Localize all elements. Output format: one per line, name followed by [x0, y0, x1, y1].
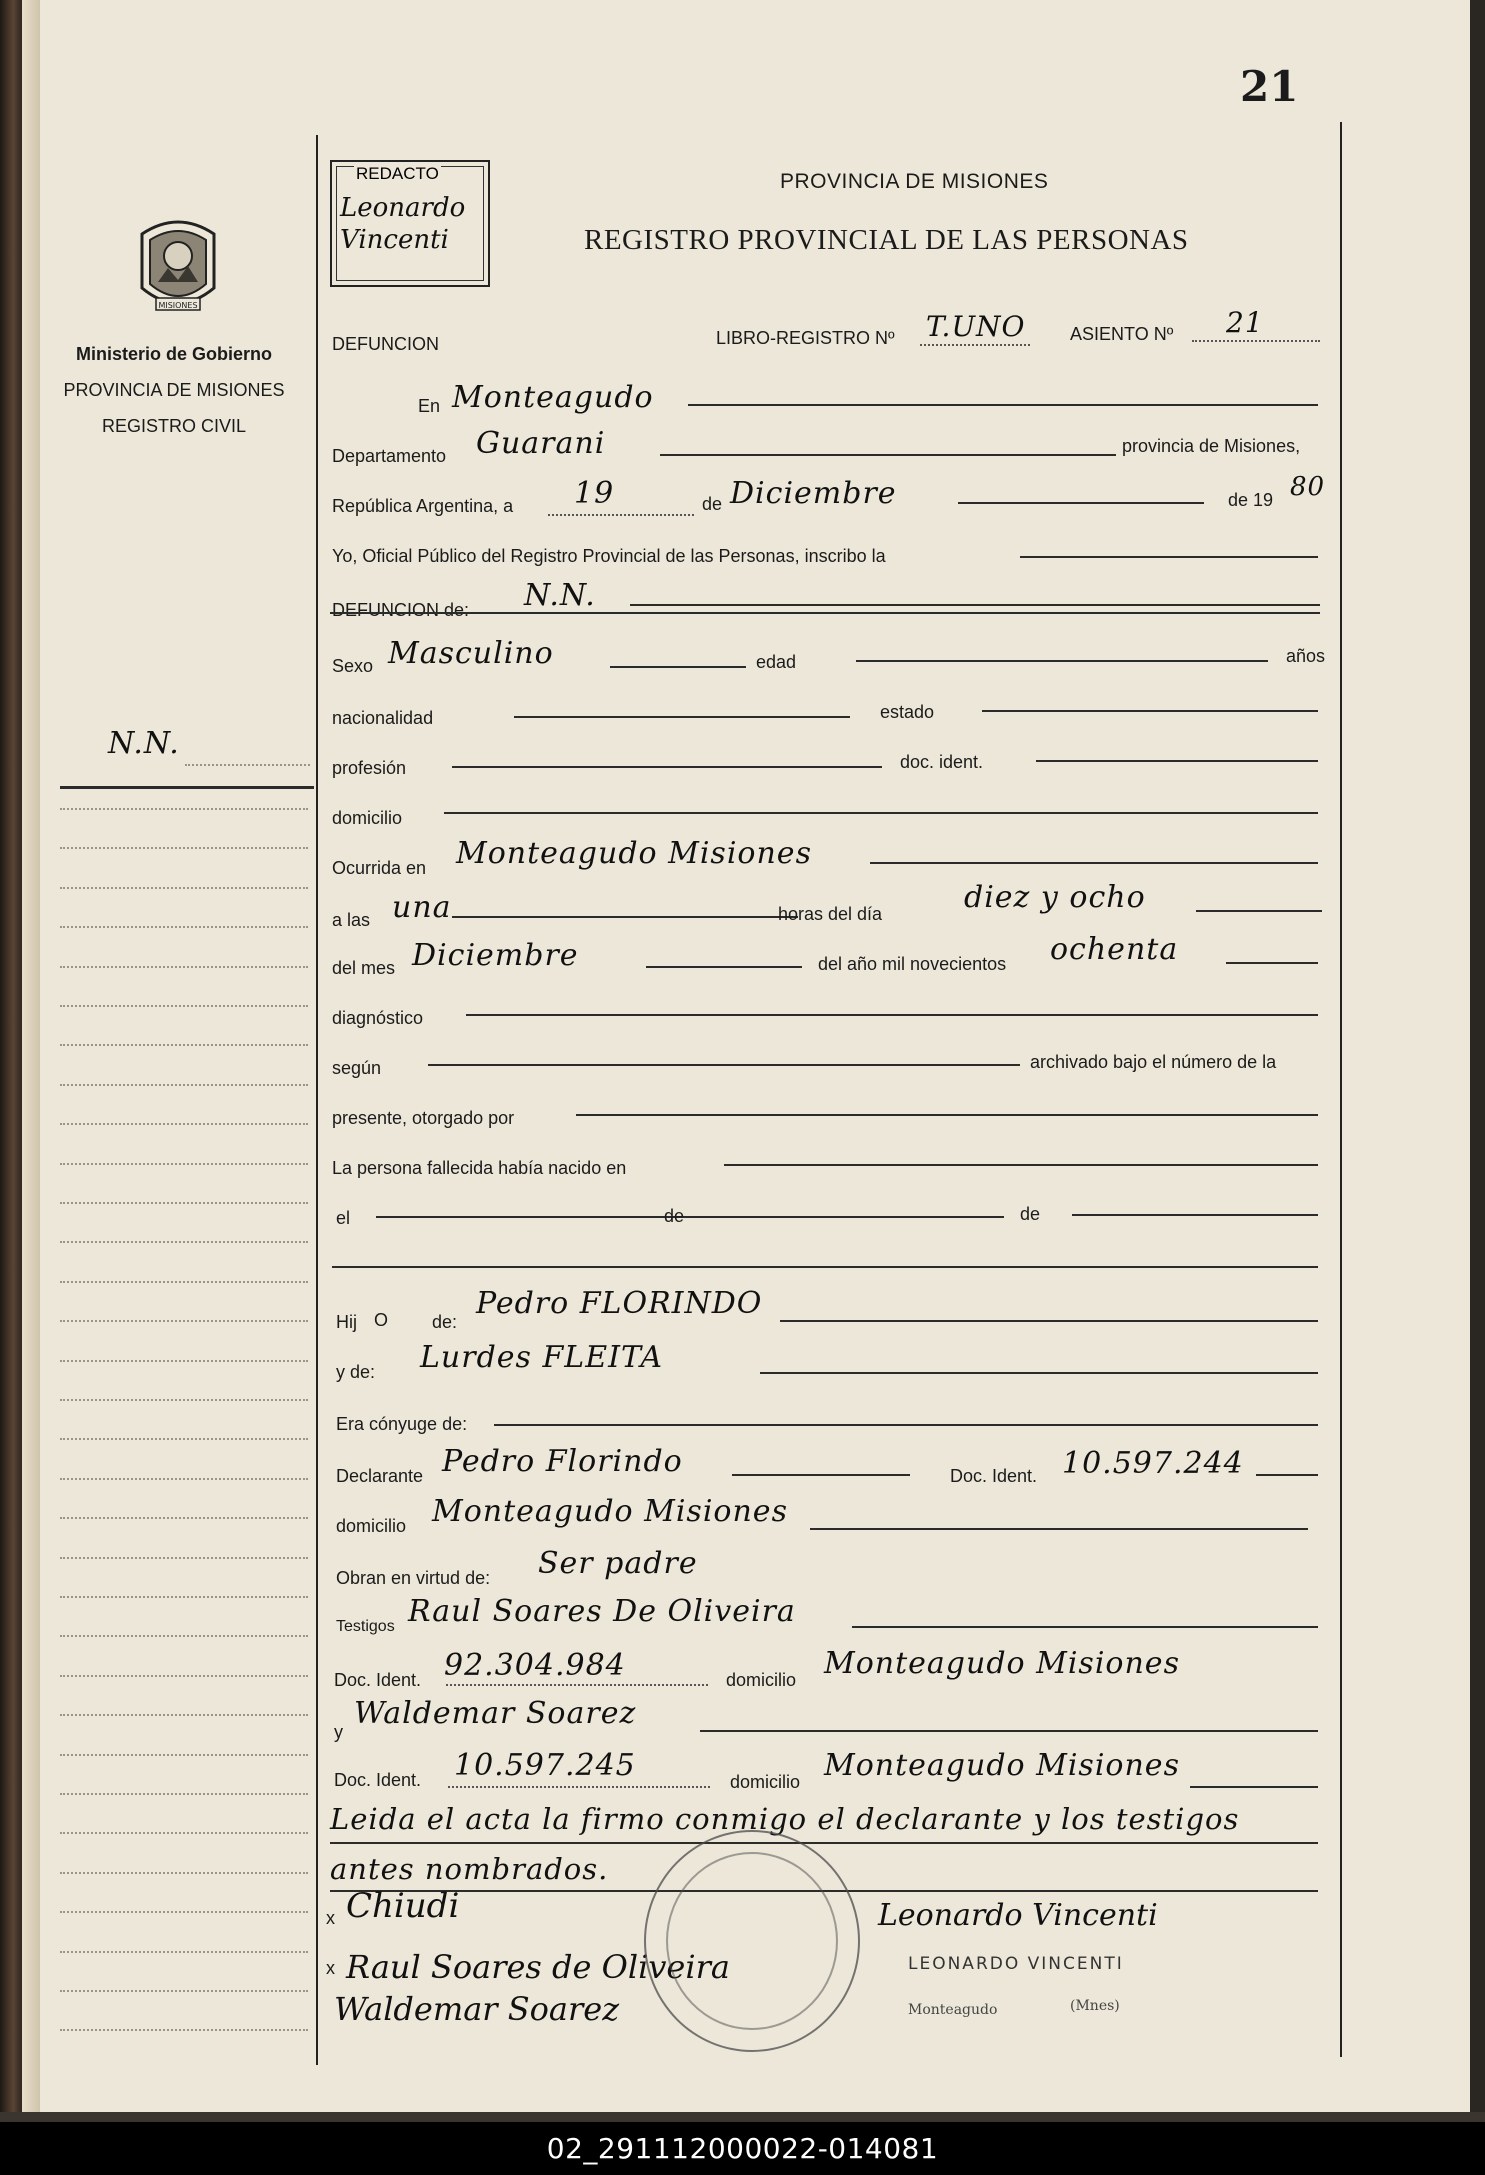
de-label: de	[702, 494, 723, 514]
defuncion-de-line-full	[330, 612, 1320, 614]
testigos-label: Testigos	[336, 1618, 395, 1635]
libro-value: T.UNO	[926, 310, 1026, 343]
testigo1-value: Raul Soares De Oliveira	[408, 1594, 796, 1629]
oficial-text: Yo, Oficial Público del Registro Provincial de las Personas, inscribo la	[332, 546, 886, 566]
horas-value: diez y ocho	[964, 880, 1146, 915]
de2-line	[1072, 1214, 1318, 1216]
anos-label: años	[1286, 646, 1326, 666]
redacto-signature	[340, 192, 465, 256]
margin-ruled-line	[60, 1832, 308, 1834]
doc-ident-label: doc. ident.	[900, 752, 984, 772]
closing-line1-rule	[330, 1842, 1318, 1844]
margin-divider	[60, 786, 314, 789]
margin-note: N.N.	[108, 726, 180, 761]
domicilio-label: domicilio	[332, 808, 403, 828]
a-las-label: a las	[332, 910, 371, 930]
official-stamp-region: (Mnes)	[1070, 1998, 1120, 2014]
ministry-line3: REGISTRO CIVIL	[101, 416, 247, 436]
official-stamp-place: Monteagudo	[908, 2002, 998, 2018]
hijo-suffix: O	[374, 1310, 389, 1330]
margin-ruled-line	[60, 887, 308, 889]
declarante-signature: Chiudi	[346, 1886, 460, 1926]
asiento-dots	[1192, 340, 1320, 342]
en-line	[688, 404, 1318, 406]
hijo-line	[780, 1320, 1318, 1322]
de1-label: de	[664, 1206, 685, 1226]
margin-ruled-line	[60, 1478, 308, 1480]
en-label: En	[418, 396, 441, 416]
provincial-coat-of-arms-icon	[128, 210, 228, 322]
margin-ruled-line	[60, 1675, 308, 1677]
testigo2-value: Waldemar Soarez	[354, 1696, 637, 1731]
margin-ruled-line	[60, 1320, 308, 1322]
registry-title: REGISTRO PROVINCIAL DE LAS PERSONAS	[584, 224, 1189, 256]
asiento-value: 21	[1226, 306, 1264, 339]
province-title: PROVINCIA DE MISIONES	[780, 170, 1049, 193]
redacto-signature-line2: Vincenti	[340, 225, 449, 255]
defuncion-de-line	[630, 604, 1320, 606]
redacto-label: REDACTO	[356, 164, 439, 183]
sign-mark-2: x	[326, 1958, 335, 1978]
provincia-suffix: provincia de Misiones,	[1122, 436, 1301, 456]
margin-ruled-line	[60, 1596, 308, 1598]
del-mes-value: Diciembre	[412, 938, 579, 973]
ministry-line2: PROVINCIA DE MISIONES	[63, 380, 285, 400]
witness2-signature: Waldemar Soarez	[334, 1990, 620, 2028]
mes-value: Diciembre	[730, 476, 897, 511]
hijo-label-b: de:	[432, 1312, 458, 1332]
testigo2-line	[700, 1730, 1318, 1732]
libro-label: LIBRO-REGISTRO Nº	[716, 328, 895, 348]
declarante-doc-label: Doc. Ident.	[950, 1466, 1038, 1486]
estado-label: estado	[880, 702, 935, 722]
testigo2-doc-label: Doc. Ident.	[334, 1770, 422, 1790]
del-anio-label: del año mil novecientos	[818, 954, 1007, 974]
departamento-label: Departamento	[332, 446, 447, 466]
nacido-label: La persona fallecida había nacido en	[332, 1158, 627, 1178]
presente-label: presente, otorgado por	[332, 1108, 515, 1128]
testigo1-doc-label: Doc. Ident.	[334, 1670, 422, 1690]
edad-line	[856, 660, 1268, 662]
dia-dots	[548, 514, 694, 516]
obran-value: Ser padre	[538, 1546, 698, 1581]
testigo2-dom-line	[1190, 1786, 1318, 1788]
sexo-label: Sexo	[332, 656, 374, 676]
margin-ruled-line	[60, 1044, 308, 1046]
ministry-block	[44, 336, 304, 444]
y-label: y	[334, 1722, 343, 1742]
departamento-line	[660, 454, 1116, 456]
right-border-line	[1340, 122, 1342, 2057]
ocurrida-value: Monteagudo Misiones	[456, 836, 812, 871]
margin-ruled-line	[60, 1202, 308, 1204]
declarante-value: Pedro Florindo	[442, 1444, 683, 1479]
official-stamp-name: LEONARDO VINCENTI	[908, 1954, 1124, 1974]
a-las-value: una	[392, 890, 452, 925]
archivado-label: archivado bajo el número de la	[1030, 1052, 1277, 1072]
y-de-label: y de:	[336, 1362, 376, 1382]
del-anio-line	[1226, 962, 1318, 964]
margin-ruled-line	[60, 1635, 308, 1637]
closing-line1: Leida el acta la firmo conmigo el declarante y los testigos	[330, 1802, 1240, 1836]
del-mes-label: del mes	[332, 958, 396, 978]
official-signature: Leonardo Vincenti	[878, 1898, 1158, 1933]
margin-ruled-line	[60, 2029, 308, 2031]
declarante-dom-value: Monteagudo Misiones	[432, 1494, 788, 1529]
testigo2-dom-label: domicilio	[730, 1772, 801, 1792]
page-bottom-shadow	[0, 2112, 1485, 2122]
anio-value: 80	[1290, 472, 1326, 502]
en-value: Monteagudo	[452, 380, 654, 415]
page-number: 21	[1240, 62, 1299, 111]
margin-ruled-line	[60, 1754, 308, 1756]
domicilio-line	[444, 812, 1318, 814]
margin-ruled-line	[60, 1872, 308, 1874]
margin-ruled-line	[60, 926, 308, 928]
margin-ruled-line	[60, 1123, 308, 1125]
defuncion-de-value: N.N.	[524, 578, 596, 613]
oficial-line	[1020, 556, 1318, 558]
nacido-line	[724, 1164, 1318, 1166]
y-de-value: Lurdes FLEITA	[420, 1340, 663, 1375]
redacto-box	[330, 160, 490, 287]
record-page	[40, 0, 1470, 2112]
sexo-line	[610, 666, 746, 668]
binder-edge	[22, 0, 40, 2120]
margin-ruled-line	[60, 1951, 308, 1953]
sexo-value: Masculino	[388, 636, 554, 671]
emblem-text: MISIONES	[158, 301, 198, 310]
segun-line	[428, 1064, 1020, 1066]
republica-label: República Argentina, a	[332, 496, 514, 516]
nacionalidad-label: nacionalidad	[332, 708, 434, 728]
margin-ruled-line	[60, 1360, 308, 1362]
defuncion-de-label: DEFUNCION de:	[332, 600, 470, 620]
profesion-label: profesión	[332, 758, 407, 778]
el-label: el	[336, 1208, 351, 1228]
ocurrida-label: Ocurrida en	[332, 858, 427, 878]
conyuge-line	[494, 1424, 1318, 1426]
obran-label: Obran en virtud de:	[336, 1568, 491, 1588]
profesion-line	[452, 766, 882, 768]
margin-ruled-line	[60, 1557, 308, 1559]
declarante-doc-line	[1256, 1474, 1318, 1476]
testigo2-doc-dots	[448, 1786, 710, 1788]
margin-ruled-line	[60, 1084, 308, 1086]
edad-label: edad	[756, 652, 797, 672]
testigo1-dom-label: domicilio	[726, 1670, 797, 1690]
declarante-doc-value: 10.597.244	[1062, 1446, 1244, 1481]
nacionalidad-line	[514, 716, 850, 718]
sign-mark-1: x	[326, 1908, 335, 1928]
declarante-label: Declarante	[336, 1466, 424, 1486]
witness1-signature: Raul Soares de Oliveira	[346, 1948, 730, 1986]
presente-line	[576, 1114, 1318, 1116]
ministry-line1: Ministerio de Gobierno	[75, 344, 272, 364]
margin-ruled-line	[60, 1281, 308, 1283]
official-seal-inner-ring	[666, 1852, 838, 2030]
mes-line	[958, 502, 1204, 504]
separator-line	[332, 1266, 1318, 1268]
declarante-dom-label: domicilio	[336, 1516, 407, 1536]
horas-label: horas del día	[778, 904, 883, 924]
left-border-line	[316, 135, 318, 2065]
asiento-label: ASIENTO Nº	[1070, 324, 1174, 344]
footer-id: 02_291112000022-014081	[0, 2122, 1485, 2175]
de1-line	[696, 1216, 1004, 1218]
de2-label: de	[1020, 1204, 1041, 1224]
margin-ruled-line	[60, 1241, 308, 1243]
dia-value: 19	[574, 476, 615, 511]
hijo-value: Pedro FLORINDO	[476, 1286, 763, 1321]
departamento-value: Guarani	[476, 426, 606, 461]
margin-ruled-line	[60, 1714, 308, 1716]
testigo2-dom-value: Monteagudo Misiones	[824, 1748, 1180, 1783]
horas-line	[1196, 910, 1322, 912]
estado-line	[982, 710, 1318, 712]
del-anio-value: ochenta	[1050, 932, 1179, 967]
margin-ruled-line	[60, 1005, 308, 1007]
ocurrida-line	[870, 862, 1318, 864]
del-mes-line	[646, 966, 802, 968]
diagnostico-line	[466, 1014, 1318, 1016]
closing-line2: antes nombrados.	[330, 1852, 609, 1886]
margin-note-underline	[185, 764, 310, 766]
declarante-line	[732, 1474, 910, 1476]
testigo1-doc-dots	[446, 1684, 708, 1686]
margin-ruled-line	[60, 1517, 308, 1519]
diagnostico-label: diagnóstico	[332, 1008, 424, 1028]
libro-dots	[920, 344, 1030, 346]
declarante-dom-line	[810, 1528, 1308, 1530]
margin-ruled-line	[60, 966, 308, 968]
testigo1-line	[852, 1626, 1318, 1628]
margin-ruled-line	[60, 1438, 308, 1440]
testigo1-doc-value: 92.304.984	[444, 1648, 626, 1683]
binder-spine	[0, 0, 22, 2120]
redacto-signature-line1: Leonardo	[340, 193, 466, 223]
conyuge-label: Era cónyuge de:	[336, 1414, 468, 1434]
margin-ruled-line	[60, 847, 308, 849]
margin-ruled-line	[60, 808, 308, 810]
margin-ruled-line	[60, 1793, 308, 1795]
hijo-label-a: Hij	[336, 1312, 357, 1332]
anio-prefix: de 19	[1228, 490, 1274, 510]
testigo2-doc-value: 10.597.245	[454, 1748, 636, 1783]
doc-ident-line	[1036, 760, 1318, 762]
margin-ruled-line	[60, 1911, 308, 1913]
testigo1-dom-value: Monteagudo Misiones	[824, 1646, 1180, 1681]
segun-label: según	[332, 1058, 382, 1078]
margin-ruled-line	[60, 1163, 308, 1165]
y-de-line	[760, 1372, 1318, 1374]
margin-ruled-line	[60, 1399, 308, 1401]
a-las-line	[452, 916, 798, 918]
margin-ruled-line	[60, 1990, 308, 1992]
defuncion-heading: DEFUNCION	[332, 334, 439, 354]
